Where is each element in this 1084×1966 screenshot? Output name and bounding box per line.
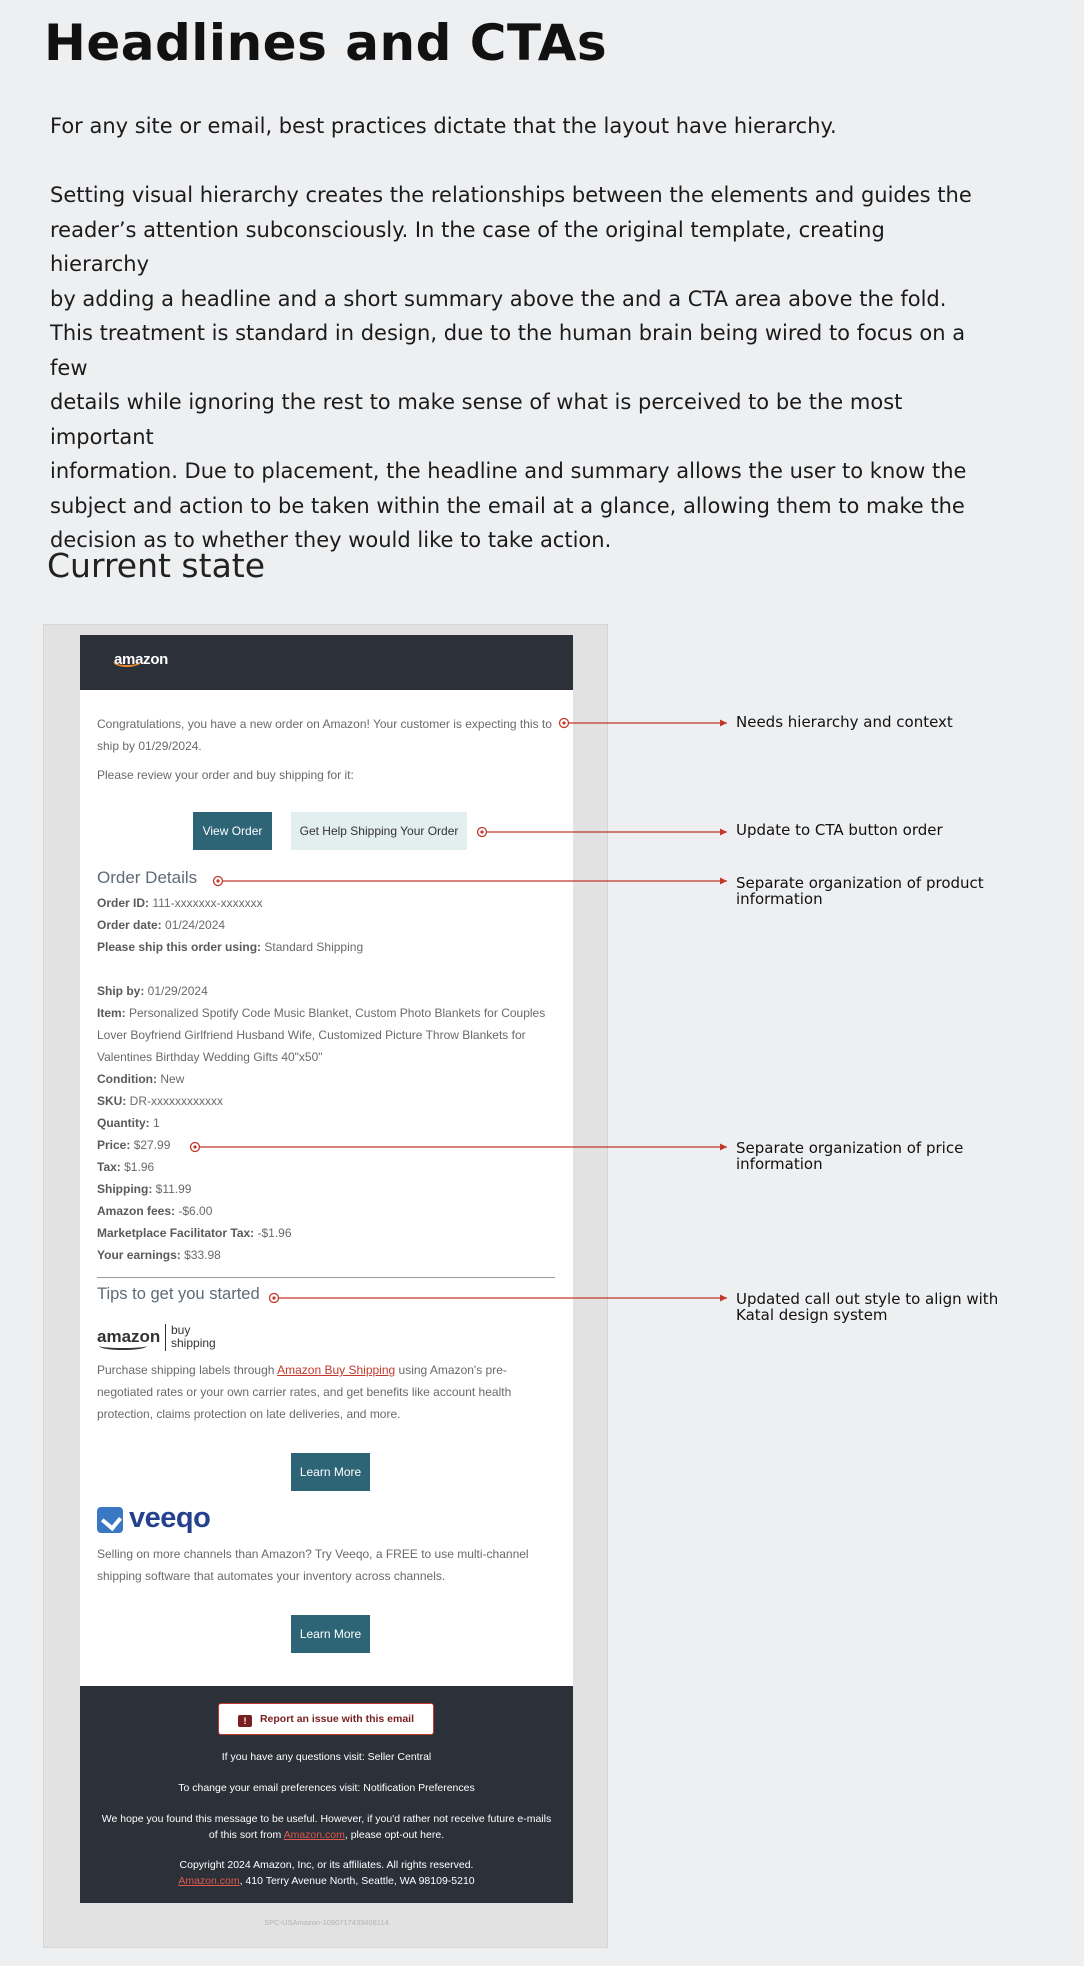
field-value: 1 — [149, 1116, 160, 1130]
paragraph-line: This treatment is standard in design, due to the human brain being wired to focus on a few — [50, 321, 966, 380]
field-value: $27.99 — [130, 1138, 171, 1152]
buy-shipping-logo-word: amazon — [97, 1327, 161, 1346]
order-details-heading: Order Details — [97, 868, 198, 887]
field-label: Quantity: — [97, 1116, 150, 1130]
section-title-current-state: Current state — [47, 546, 266, 585]
annotation-connector-3 — [214, 877, 728, 886]
field-label: Amazon fees: — [97, 1204, 176, 1218]
buy-shipping-line: protection, claims protection on late deliveries, and more. — [97, 1407, 401, 1421]
buy-shipping-line: negotiated rates or your own carrier rates, and get benefits like account health — [97, 1385, 512, 1399]
field-value: New — [156, 1072, 185, 1086]
field-value: $33.98 — [180, 1248, 221, 1262]
optout-line: We hope you found this message to be useful. However, if you'd rather not receive future e-mails — [101, 1813, 552, 1825]
veeqo-line: shipping software that automates your inventory across channels. — [97, 1569, 446, 1583]
tips-heading: Tips to get you started — [97, 1285, 260, 1303]
text-run: using Amazon's pre- — [395, 1363, 507, 1377]
text-run: , 410 Terry Avenue North, Seattle, WA 98109-5210 — [239, 1875, 475, 1887]
view-order-button[interactable]: View Order — [193, 812, 272, 850]
learn-more-button-buy-shipping[interactable]: Learn More — [291, 1453, 370, 1491]
paragraph-line: information. Due to placement, the headline and summary allows the user to know the — [50, 459, 967, 483]
intro-line: Congratulations, you have a new order on Amazon! Your customer is expecting this to — [97, 717, 552, 731]
annotation-connector-4 — [191, 1143, 728, 1152]
field-label: Ship by: — [97, 984, 145, 998]
annotation-hierarchy: Needs hierarchy and context — [736, 713, 953, 731]
footer-preferences: To change your email preferences visit: Notification Preferences — [178, 1782, 475, 1794]
logo-sub-line: buy — [171, 1323, 191, 1337]
veeqo-line: Selling on more channels than Amazon? Try Veeqo, a FREE to use multi-channel — [97, 1547, 529, 1561]
annotation-cta-order: Update to CTA button order — [736, 821, 943, 839]
learn-more-button-veeqo[interactable]: Learn More — [291, 1615, 370, 1653]
amazon-link[interactable]: Amazon.com — [283, 1829, 345, 1841]
field-value: -$1.96 — [254, 1226, 292, 1240]
field-value: Standard Shipping — [261, 940, 364, 954]
field-value: DR-xxxxxxxxxxxx — [126, 1094, 224, 1108]
annotation-connector-2 — [478, 828, 728, 837]
item-line: Lover Boyfriend Girlfriend Husband Wife, Customized Picture Throw Blankets for — [97, 1028, 526, 1042]
field-label: Tax: — [97, 1160, 121, 1174]
paragraph-line: For any site or email, best practices dictate that the layout have hierarchy. — [50, 114, 837, 138]
paragraph-line: decision as to whether they would like to take action. — [50, 528, 612, 552]
field-label: Your earnings: — [97, 1248, 181, 1262]
annotation-callout-style: Updated call out style to align with Katal design system — [736, 1290, 999, 1324]
field-label: Shipping: — [97, 1182, 153, 1196]
annotation-price-info: Separate organization of price information — [736, 1139, 964, 1173]
get-help-shipping-button[interactable]: Get Help Shipping Your Order — [291, 812, 467, 850]
field-value: $11.99 — [152, 1182, 192, 1196]
field-label: Order ID: — [97, 896, 150, 910]
field-value: 01/29/2024 — [144, 984, 208, 998]
field-label: Order date: — [97, 918, 162, 932]
field-label: Please ship this order using: — [97, 940, 262, 954]
amazon-address-link[interactable]: Amazon.com — [178, 1875, 240, 1887]
field-label: Marketplace Facilitator Tax: — [97, 1226, 255, 1240]
page-title: Headlines and CTAs — [44, 14, 608, 72]
tracking-id: SPC-USAmazon-1090717433406114 — [264, 1918, 389, 1927]
annotation-connector-1 — [560, 719, 728, 728]
report-flag-icon: ! — [238, 1715, 252, 1727]
field-value: -$6.00 — [175, 1204, 213, 1218]
field-value: 111-xxxxxxx-xxxxxxx — [149, 896, 263, 910]
text-run: of this sort from — [208, 1829, 284, 1841]
field-value: $1.96 — [120, 1160, 155, 1174]
field-label: SKU: — [97, 1094, 127, 1108]
intro-line: ship by 01/29/2024. — [97, 739, 202, 753]
logo-sub-line: shipping — [171, 1336, 216, 1350]
text-run: Purchase shipping labels through — [97, 1363, 278, 1377]
paragraph-line: subject and action to be taken within the email at a glance, allowing them to make the — [50, 493, 965, 518]
paragraph-line: by adding a headline and a short summary above the and a CTA area above the fold. — [50, 286, 947, 311]
copyright-line: Copyright 2024 Amazon, Inc, or its affiliates. All rights reserved. — [179, 1859, 474, 1871]
paragraph-line: Setting visual hierarchy creates the relationships between the elements and guides the — [50, 183, 972, 207]
field-value: Personalized Spotify Code Music Blanket, Custom Photo Blankets for Couples — [125, 1006, 546, 1020]
footer-questions: If you have any questions visit: Seller Central — [221, 1751, 432, 1763]
text-run: , please opt-out here. — [344, 1829, 445, 1841]
veeqo-wordmark: veeqo — [129, 1502, 211, 1534]
amazon-buy-shipping-link[interactable]: Amazon Buy Shipping — [277, 1363, 396, 1377]
paragraph-line: details while ignoring the rest to make sense of what is perceived to be the most important — [50, 390, 903, 449]
field-value: 01/24/2024 — [161, 918, 226, 932]
paragraph-line: reader’s attention subconsciously. In the case of the original template, creating hierarchy — [50, 217, 885, 276]
review-text: Please review your order and buy shipping for it: — [97, 768, 354, 782]
field-label: Price: — [97, 1138, 131, 1152]
report-issue-label: Report an issue with this email — [259, 1713, 415, 1725]
field-label: Condition: — [97, 1072, 157, 1086]
annotation-product-info: Separate organization of product information — [736, 874, 984, 908]
field-label: Item: — [97, 1006, 126, 1020]
item-line: Valentines Birthday Wedding Gifts 40"x50" — [97, 1050, 323, 1064]
annotation-connector-5 — [270, 1294, 728, 1303]
amazon-logo[interactable]: amazon — [114, 651, 169, 668]
